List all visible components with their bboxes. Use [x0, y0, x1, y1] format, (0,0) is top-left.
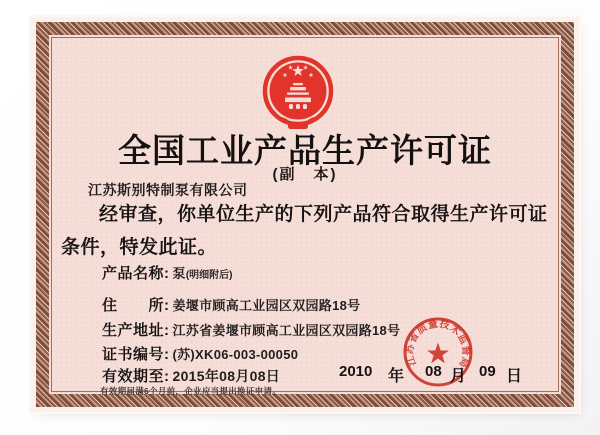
field-valid-until: [102, 365, 280, 386]
field-value: 泵: [172, 266, 186, 281]
field-production-address: [102, 319, 400, 340]
certificate-statement: 经审查，你单位生产的下列产品符合取得生产许可证条件，特发此证。: [61, 204, 548, 258]
official-seal: [399, 313, 477, 391]
field-product-name: [102, 262, 232, 283]
issue-date-year: 2010: [339, 363, 373, 380]
company-name: 江苏斯别特制泵有限公司: [88, 182, 248, 198]
china-national-emblem-icon: [260, 54, 336, 134]
issue-date-day: 09: [479, 363, 496, 380]
field-label: 生产地址:: [102, 322, 170, 339]
field-address: [102, 294, 360, 315]
certificate-content: [36, 22, 574, 407]
issue-date-day-unit: 日: [506, 368, 523, 385]
field-certificate-number: [102, 343, 298, 364]
field-label: 有效期至:: [102, 368, 170, 385]
field-value: 江苏省姜堰市顾高工业园区双园路18号: [172, 323, 401, 338]
renewal-footnote: 有效期届满6个月前，企业应当提出换证申请。: [100, 386, 282, 396]
certificate: [36, 22, 574, 407]
field-label: 住 所:: [102, 297, 170, 314]
field-value-note: (明细附后): [185, 270, 233, 281]
certificate-subtitle: (副 本): [272, 166, 338, 183]
field-value: 姜堰市顾高工业园区双园路18号: [172, 298, 361, 313]
issue-date-month: 08: [425, 363, 442, 380]
certificate-title: 全国工业产品生产许可证: [118, 132, 492, 169]
field-value: 2015年08月08日: [172, 368, 281, 384]
issue-date-year-unit: 年: [388, 368, 405, 385]
field-label: 证书编号:: [102, 346, 170, 363]
issue-date-month-unit: 月: [450, 368, 467, 385]
seal-text: 江苏省质量技术监督局: [404, 318, 472, 370]
field-value: (苏)XK06-003-00050: [172, 347, 299, 362]
field-label: 产品名称:: [102, 265, 170, 282]
